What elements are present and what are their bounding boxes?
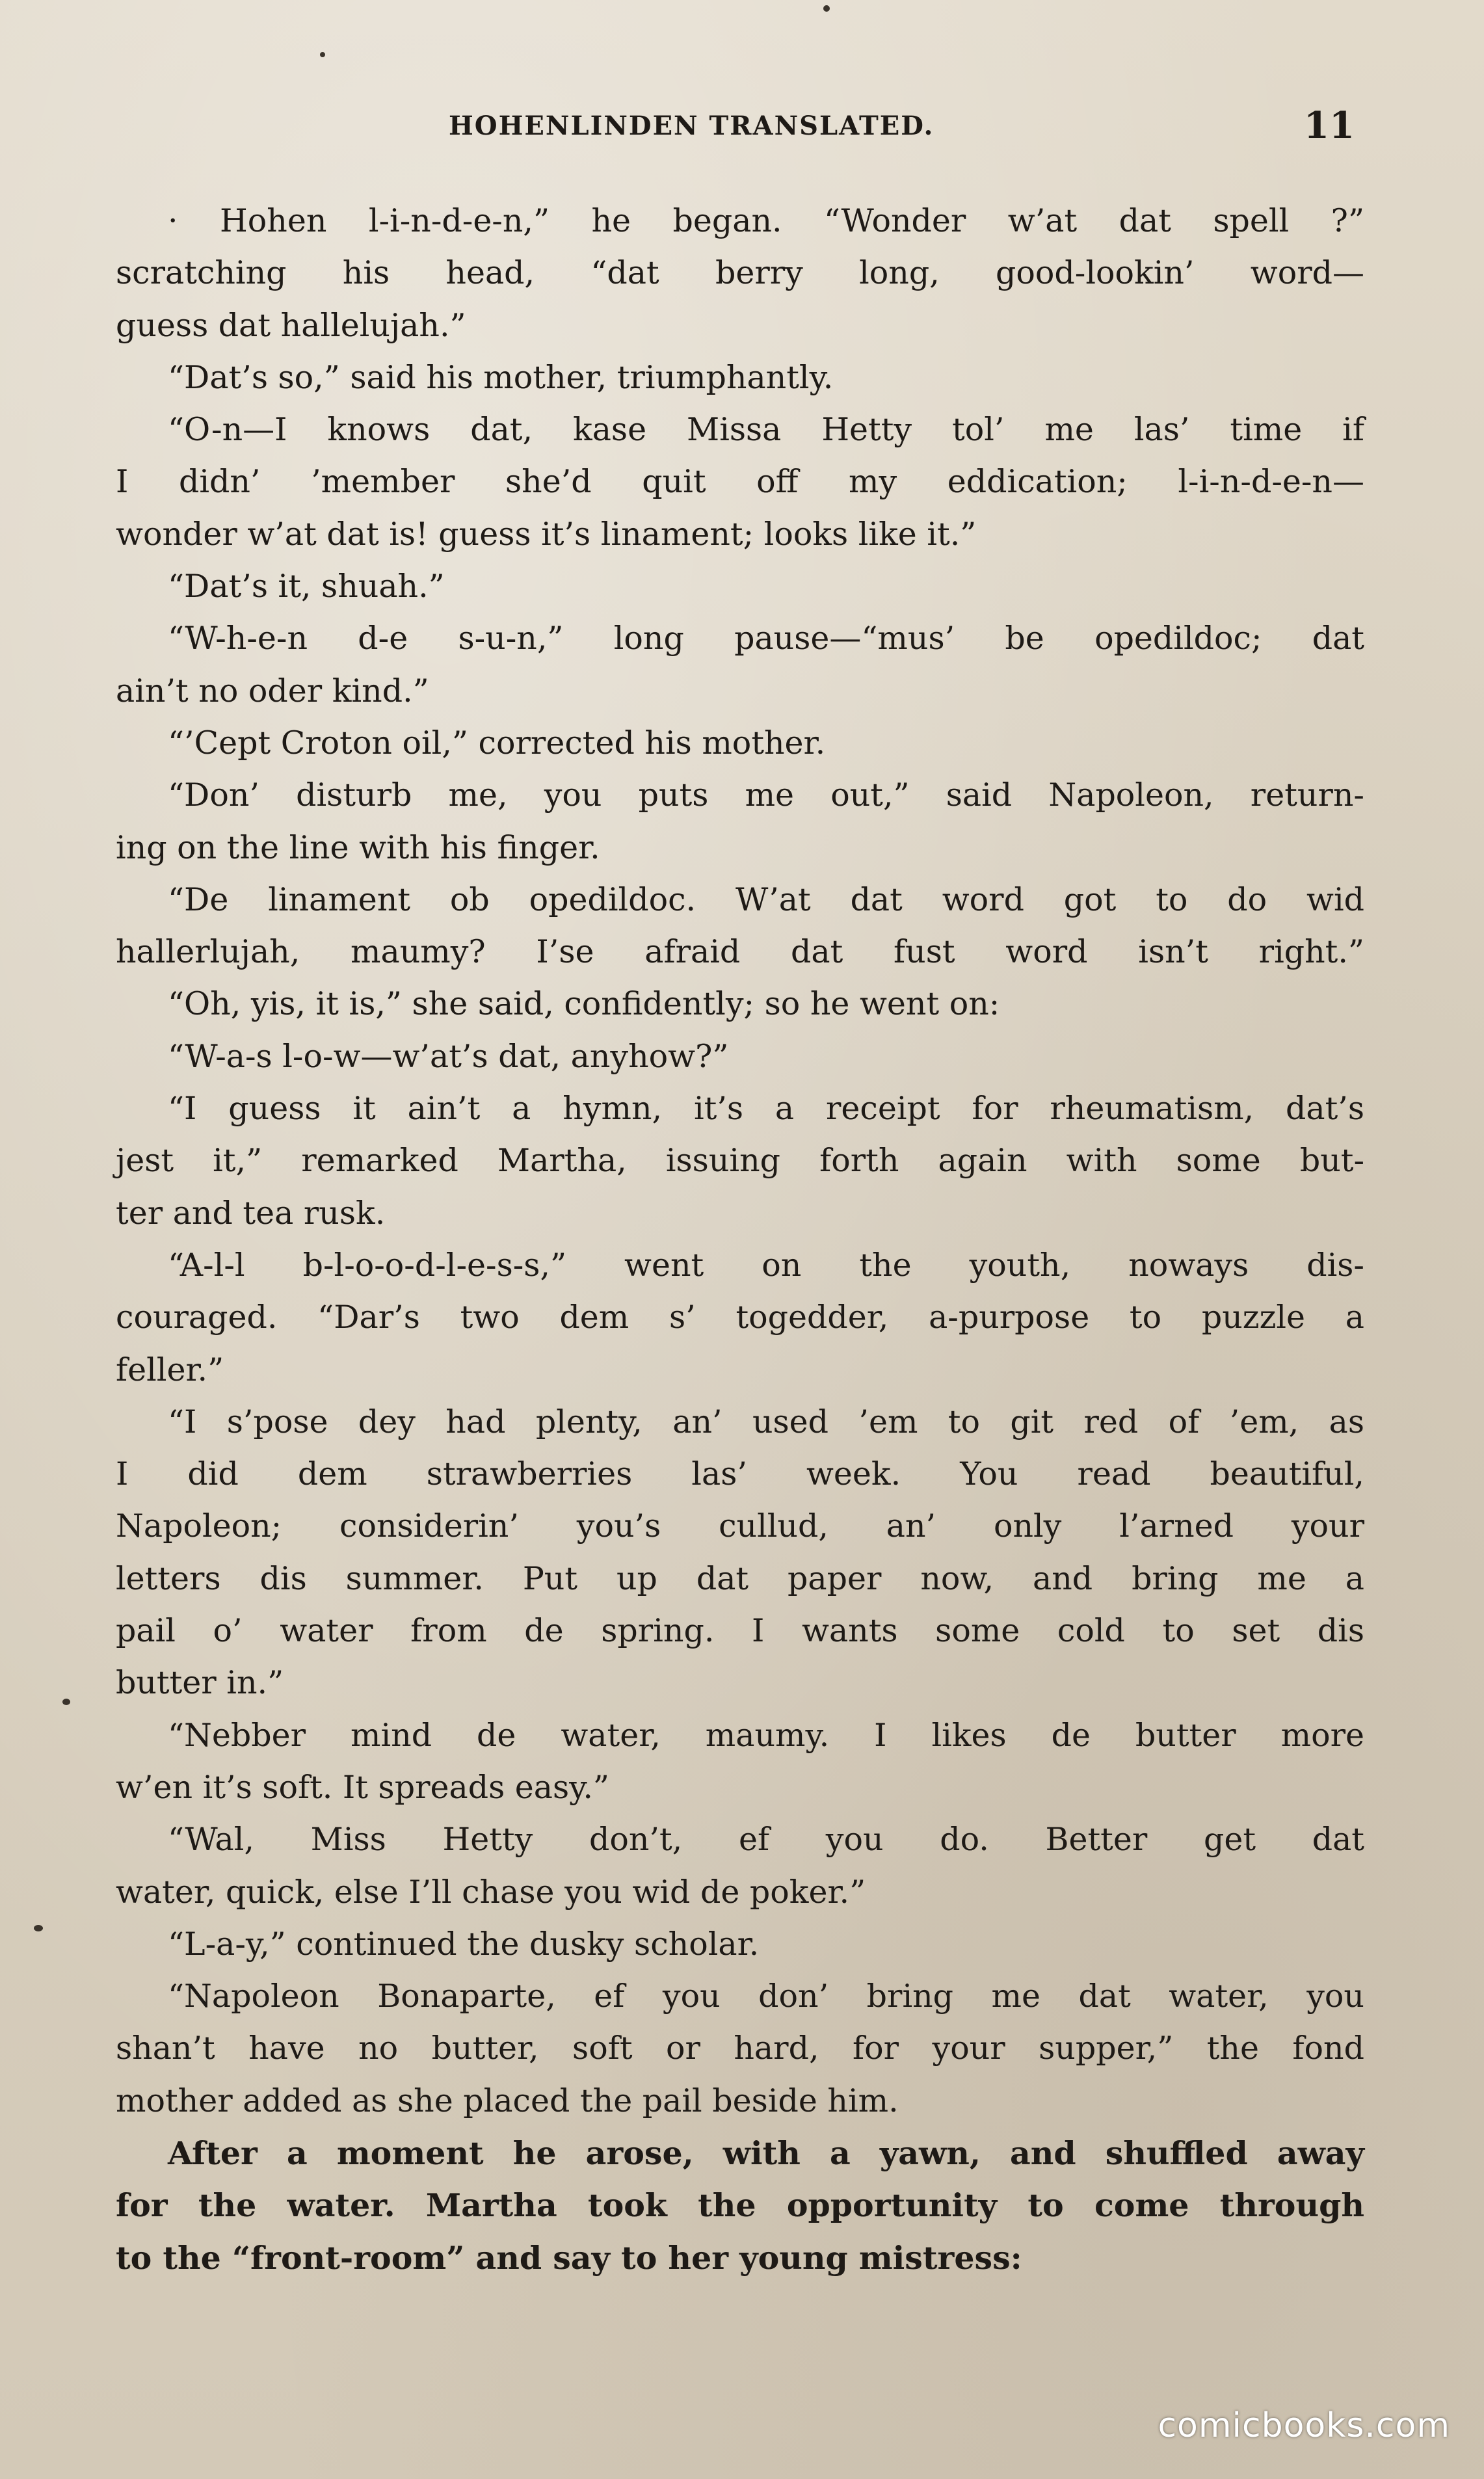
text-line: After a moment he arose, with a yawn, and shuffled away [168, 2134, 1364, 2172]
running-head [0, 104, 1484, 150]
text-line: ter and tea rusk. [116, 1194, 386, 1232]
print-speck [62, 1699, 70, 1705]
text-line: for the water. Martha took the opportunity to come through [116, 2186, 1364, 2225]
text-line: Napoleon; considerin’ you’s cullud, an’ only l’arned your [116, 1507, 1364, 1545]
text-line: wonder w’at dat is! guess it’s linament; looks like it.” [116, 515, 977, 553]
watermark: comicbooks.com [1158, 2406, 1450, 2445]
text-line: “O-n—I knows dat, kase Missa Hetty tol’ me las’ time if [168, 411, 1364, 449]
text-line: butter in.” [116, 1664, 284, 1702]
text-line: scratching his head, “dat berry long, good-lookin’ word— [116, 254, 1364, 292]
text-line: guess dat hallelujah.” [116, 306, 466, 344]
text-line: w’en it’s soft. It spreads easy.” [116, 1768, 609, 1806]
print-speck [34, 1925, 43, 1931]
text-line: “Napoleon Bonaparte, ef you don’ bring me dat water, you [168, 1978, 1364, 2015]
text-line: mother added as she placed the pail beside him. [116, 2082, 899, 2119]
print-speck [823, 5, 830, 12]
text-line: I didn’ ’member she’d quit off my eddication; l-i-n-d-e-n— [116, 463, 1364, 501]
text-line: “I guess it ain’t a hymn, it’s a receipt for rheumatism, dat’s [168, 1090, 1364, 1128]
page-number: 11 [1304, 104, 1355, 147]
text-line: feller.” [116, 1351, 224, 1388]
text-line: shan’t have no butter, soft or hard, for your supper,” the fond [116, 2030, 1364, 2067]
text-line: ain’t no oder kind.” [116, 672, 429, 709]
text-line: “I s’pose dey had plenty, an’ used ’em to git red of ’em, as [168, 1403, 1364, 1440]
body-text [116, 195, 1364, 2284]
text-line: · Hohen l-i-n-d-e-n,” he began. “Wonder w’at dat spell ?” [168, 202, 1364, 239]
text-line: couraged. “Dar’s two dem s’ togedder, a-purpose to puzzle a [116, 1299, 1364, 1336]
text-line: I did dem strawberries las’ week. You read beautiful, [116, 1455, 1364, 1493]
text-line: “Dat’s so,” said his mother, triumphantly. [168, 358, 834, 396]
print-speck [320, 52, 325, 57]
text-line: “Oh, yis, it is,” she said, confidently; so he went on: [168, 985, 1000, 1023]
text-line: “De linament ob opedildoc. W’at dat word got to do wid [168, 881, 1364, 918]
text-line: “A-l-l b-l-o-o-d-l-e-s-s,” went on the youth, noways dis- [168, 1246, 1364, 1284]
text-line: hallerlujah, maumy? I’se afraid dat fust word isn’t right.” [116, 933, 1364, 971]
text-line: “Dat’s it, shuah.” [168, 568, 445, 605]
running-title: HOHENLINDEN TRANSLATED. [449, 111, 934, 141]
text-line: “W-a-s l-o-w—w’at’s dat, anyhow?” [168, 1037, 729, 1075]
text-line: letters dis summer. Put up dat paper now, and bring me a [116, 1559, 1364, 1597]
text-line: pail o’ water from de spring. I wants some cold to set dis [116, 1612, 1364, 1650]
text-line: “Nebber mind de water, maumy. I likes de butter more [168, 1716, 1364, 1754]
text-line: “W-h-e-n d-e s-u-n,” long pause—“mus’ be opedildoc; dat [168, 620, 1364, 657]
text-line: “Wal, Miss Hetty don’t, ef you do. Better get dat [168, 1821, 1364, 1859]
text-line: “’Cept Croton oil,” corrected his mother. [168, 724, 826, 762]
text-line: jest it,” remarked Martha, issuing forth again with some but- [116, 1142, 1364, 1180]
text-line: to the “front-room” and say to her young mistress: [116, 2238, 1022, 2277]
text-line: “Don’ disturb me, you puts me out,” said Napoleon, return- [168, 776, 1364, 814]
text-line: ing on the line with his finger. [116, 829, 600, 866]
text-line: “L-a-y,” continued the dusky scholar. [168, 1925, 760, 1963]
text-line: water, quick, else I’ll chase you wid de poker.” [116, 1873, 866, 1911]
